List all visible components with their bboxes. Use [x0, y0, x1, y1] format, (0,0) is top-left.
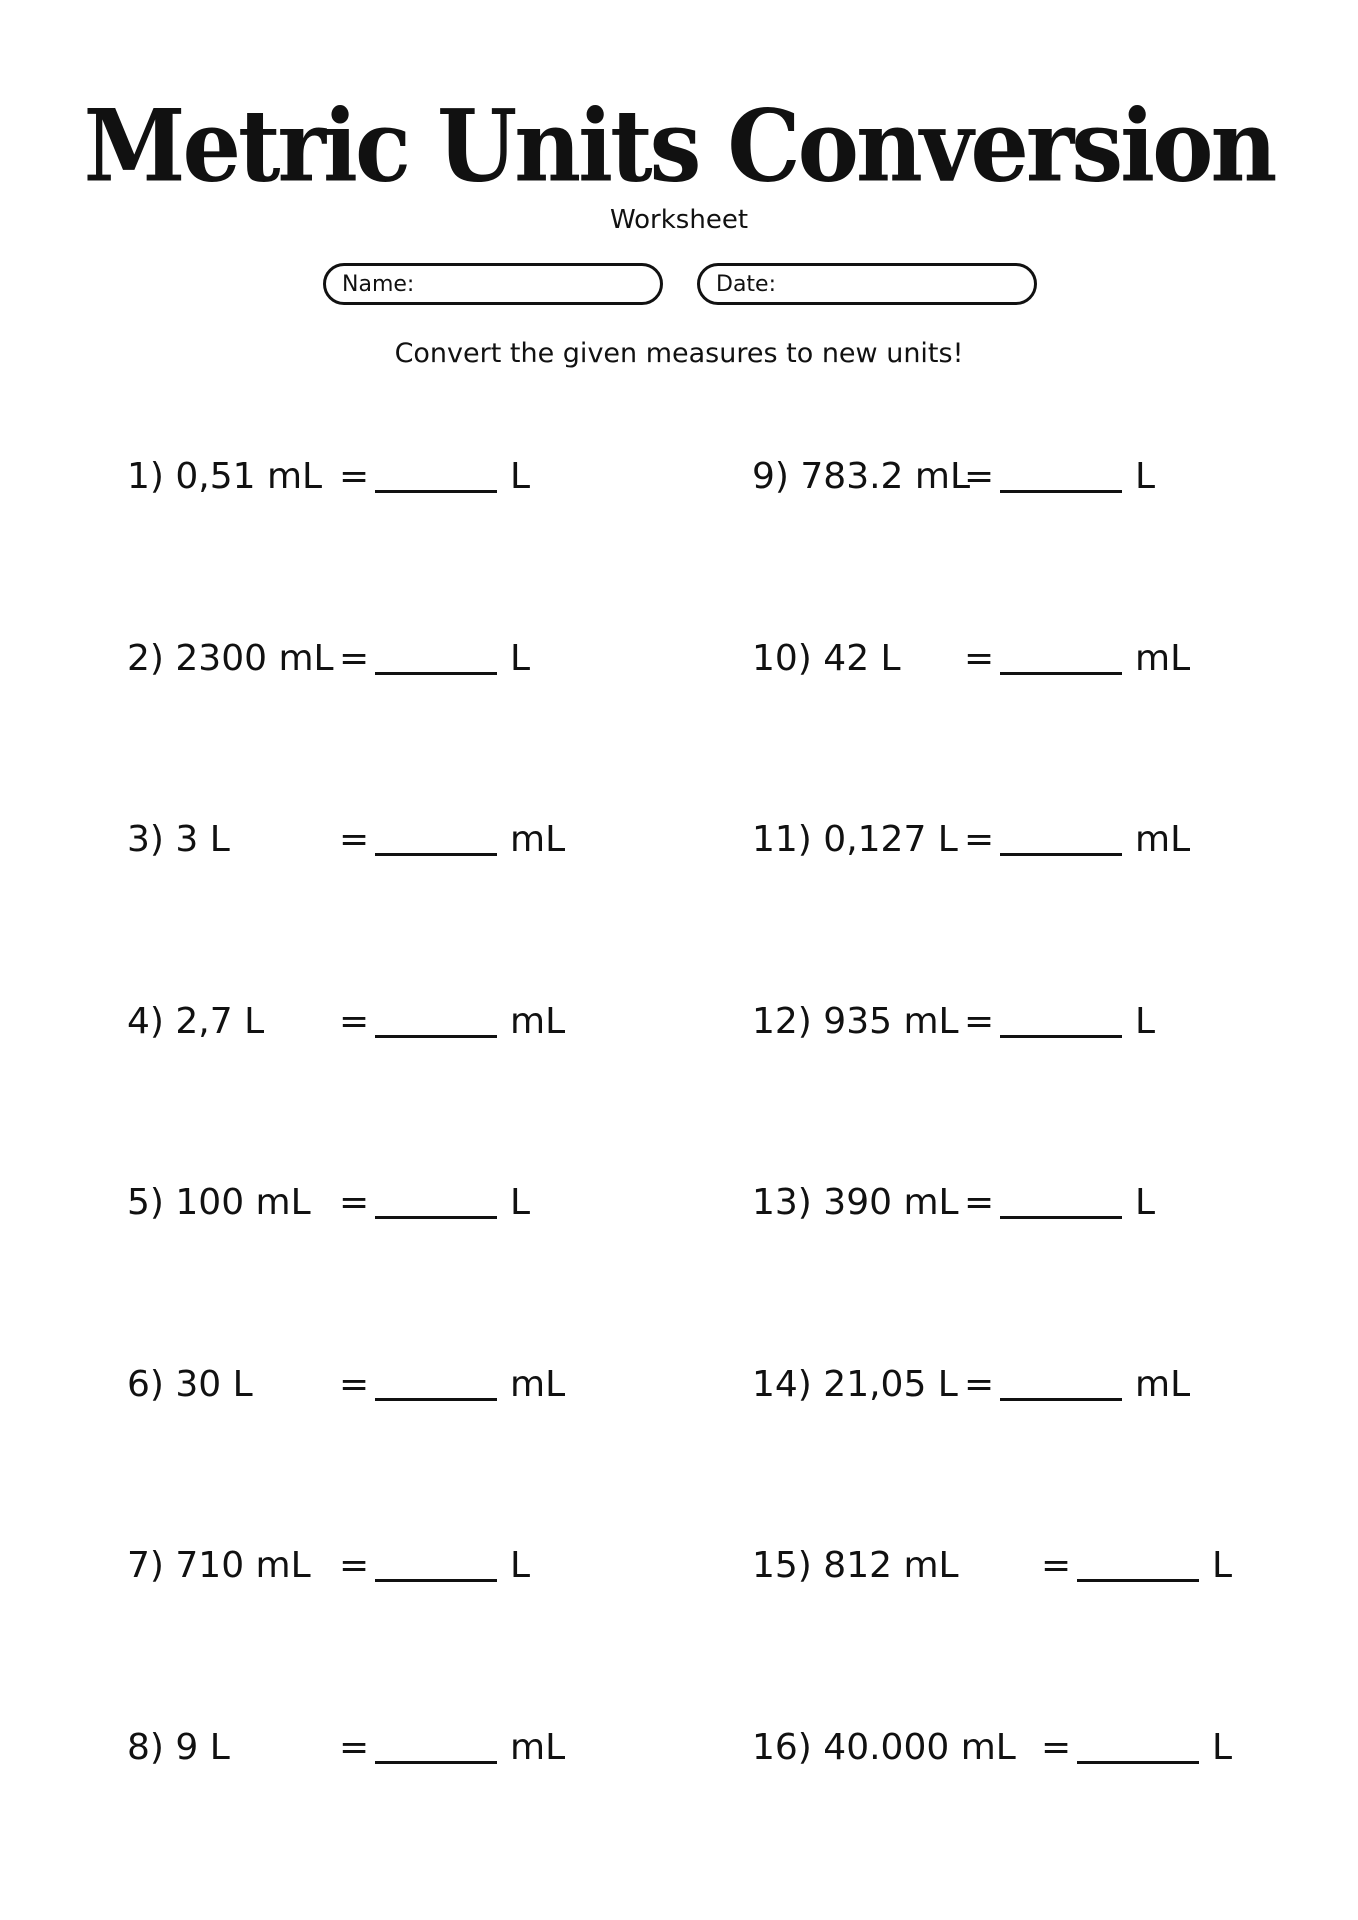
problem-16	[752, 1723, 1272, 1773]
name-field[interactable]	[323, 263, 663, 305]
answer-blank[interactable]	[1000, 1398, 1122, 1401]
problem-3	[127, 815, 647, 865]
equals-sign: =	[339, 819, 370, 860]
problem-question: 7) 710 mL	[127, 1545, 311, 1586]
problem-question: 15) 812 mL	[752, 1545, 959, 1586]
answer-blank[interactable]	[1077, 1579, 1199, 1582]
target-unit: mL	[510, 1001, 566, 1042]
problem-question: 13) 390 mL	[752, 1182, 959, 1223]
answer-blank[interactable]	[1000, 490, 1122, 493]
problem-15	[752, 1541, 1272, 1591]
problem-12	[752, 997, 1272, 1047]
problem-question: 2) 2300 mL	[127, 638, 334, 679]
target-unit: L	[510, 1182, 531, 1223]
problem-4	[127, 997, 647, 1047]
problem-14	[752, 1360, 1272, 1410]
problem-question: 11) 0,127 L	[752, 819, 958, 860]
equals-sign: =	[1041, 1545, 1072, 1586]
answer-blank[interactable]	[375, 672, 497, 675]
problem-question: 1) 0,51 mL	[127, 456, 323, 497]
problem-8	[127, 1723, 647, 1773]
equals-sign: =	[339, 1364, 370, 1405]
equals-sign: =	[964, 456, 995, 497]
target-unit: L	[510, 456, 531, 497]
target-unit: mL	[1135, 1364, 1191, 1405]
problem-question: 8) 9 L	[127, 1727, 230, 1768]
problem-7	[127, 1541, 647, 1591]
equals-sign: =	[964, 1001, 995, 1042]
date-field[interactable]	[697, 263, 1037, 305]
answer-blank[interactable]	[375, 853, 497, 856]
answer-blank[interactable]	[375, 1216, 497, 1219]
target-unit: L	[1212, 1727, 1233, 1768]
problem-question: 12) 935 mL	[752, 1001, 959, 1042]
problem-question: 4) 2,7 L	[127, 1001, 265, 1042]
problem-question: 3) 3 L	[127, 819, 230, 860]
problem-question: 14) 21,05 L	[752, 1364, 958, 1405]
problem-question: 5) 100 mL	[127, 1182, 311, 1223]
answer-blank[interactable]	[1000, 672, 1122, 675]
problem-1	[127, 452, 647, 502]
problem-13	[752, 1178, 1272, 1228]
problem-question: 16) 40.000 mL	[752, 1727, 1016, 1768]
equals-sign: =	[964, 1364, 995, 1405]
instructions-text: Convert the given measures to new units!	[394, 338, 964, 369]
problem-question: 9) 783.2 mL	[752, 456, 971, 497]
equals-sign: =	[339, 456, 370, 497]
problem-question: 6) 30 L	[127, 1364, 253, 1405]
answer-blank[interactable]	[375, 1398, 497, 1401]
answer-blank[interactable]	[375, 1761, 497, 1764]
target-unit: mL	[510, 1364, 566, 1405]
equals-sign: =	[339, 638, 370, 679]
date-field-label: Date:	[716, 271, 776, 297]
problem-11	[752, 815, 1272, 865]
worksheet-subtitle: Worksheet	[609, 205, 749, 235]
worksheet-title: Metric Units Conversion	[83, 87, 1275, 205]
answer-blank[interactable]	[1000, 1035, 1122, 1038]
target-unit: L	[510, 1545, 531, 1586]
answer-blank[interactable]	[375, 1579, 497, 1582]
problem-10	[752, 634, 1272, 684]
problem-6	[127, 1360, 647, 1410]
answer-blank[interactable]	[1000, 853, 1122, 856]
problem-9	[752, 452, 1272, 502]
problem-5	[127, 1178, 647, 1228]
target-unit: mL	[510, 819, 566, 860]
equals-sign: =	[1041, 1727, 1072, 1768]
target-unit: mL	[1135, 819, 1191, 860]
name-field-label: Name:	[342, 271, 415, 297]
target-unit: mL	[1135, 638, 1191, 679]
target-unit: L	[1135, 456, 1156, 497]
target-unit: L	[1212, 1545, 1233, 1586]
equals-sign: =	[964, 1182, 995, 1223]
equals-sign: =	[339, 1545, 370, 1586]
equals-sign: =	[964, 638, 995, 679]
equals-sign: =	[339, 1727, 370, 1768]
equals-sign: =	[339, 1182, 370, 1223]
target-unit: mL	[510, 1727, 566, 1768]
equals-sign: =	[964, 819, 995, 860]
problem-2	[127, 634, 647, 684]
answer-blank[interactable]	[375, 490, 497, 493]
answer-blank[interactable]	[375, 1035, 497, 1038]
problem-question: 10) 42 L	[752, 638, 901, 679]
answer-blank[interactable]	[1000, 1216, 1122, 1219]
equals-sign: =	[339, 1001, 370, 1042]
answer-blank[interactable]	[1077, 1761, 1199, 1764]
target-unit: L	[510, 638, 531, 679]
target-unit: L	[1135, 1182, 1156, 1223]
target-unit: L	[1135, 1001, 1156, 1042]
